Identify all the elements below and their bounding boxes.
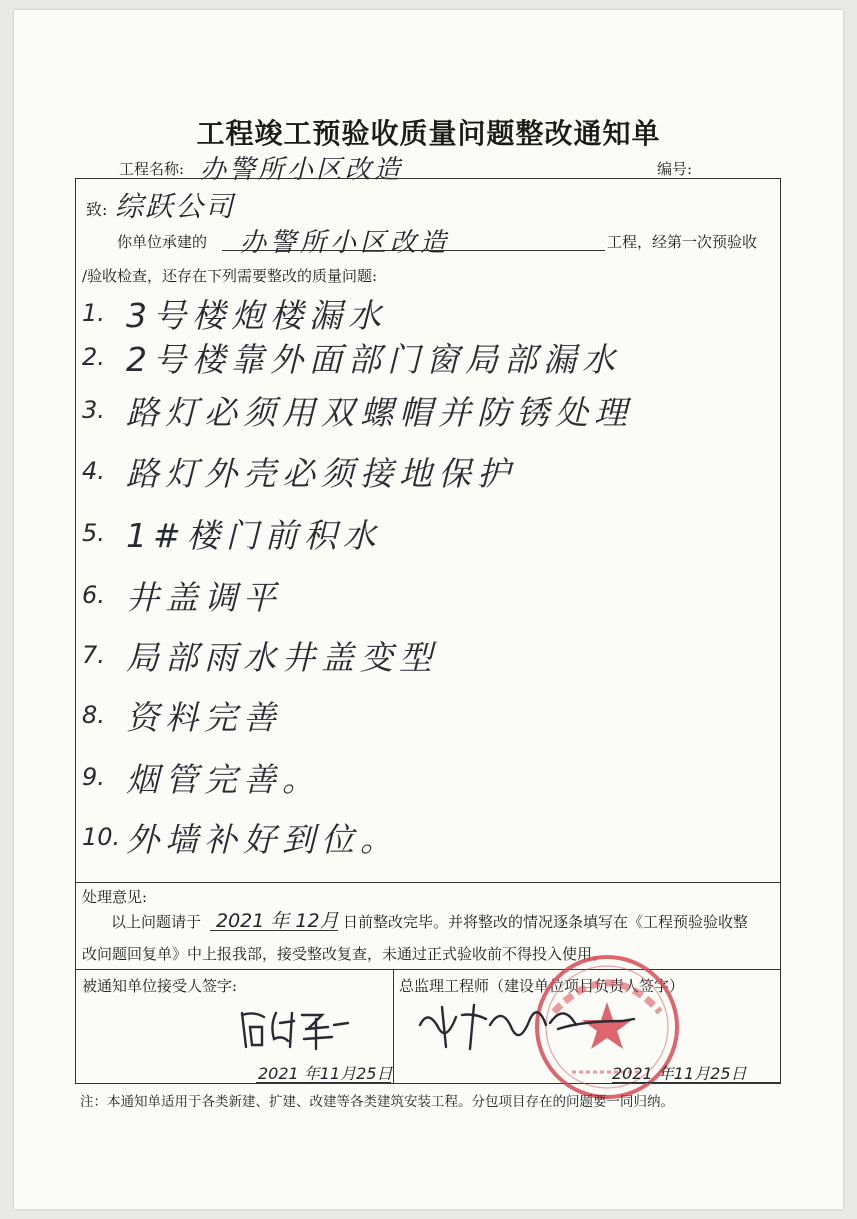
supervisor-date: 2021 年11月25日 [612,1064,747,1083]
issue-text: 1#楼门前积水 [126,515,382,555]
deadline-underline [210,930,338,931]
undertaken-value: 办警所小区改造 [240,228,451,258]
supervisor-label: 总监理工程师（建设单位项目负责人签字） [399,977,685,995]
receiver-signature [236,1005,356,1053]
issue-text: 外墙补好到位。 [126,819,399,859]
issue-text: 2号楼靠外面部门窗局部漏水 [126,339,621,379]
to-label: 致: [86,200,108,219]
receiver-label: 被通知单位接受人签字: [82,977,238,995]
to-value: 综跃公司 [115,190,236,223]
receiver-date: 2021 年11月25日 [258,1064,393,1083]
opinion-divider [75,882,781,883]
undertaken-underline [222,250,605,251]
issue-item [82,690,282,740]
opinion-label: 处理意见: [82,888,148,906]
supervisor-signature [412,995,642,1055]
issue-text: 资料完善 [126,697,282,737]
issue-number: 6. [82,581,105,609]
issue-text: 井盖调平 [126,577,282,617]
project-name-value: 办警所小区改造 [200,155,404,185]
issue-item [82,752,321,802]
opinion-deadline: 2021 年 12月 [216,910,339,932]
project-name-label: 工程名称: [119,160,185,178]
issue-number: 8. [82,701,105,729]
issue-item [82,385,633,435]
undertaken-label: 你单位承建的 [117,233,208,251]
opinion-line1-prefix: 以上问题请于 [111,913,202,931]
issue-item [82,508,382,558]
opinion-line2: 改问题回复单》中上报我部，接受整改复查，未通过正式验收前不得投入使用。 [82,945,608,963]
issue-item [82,570,282,620]
form-title: 工程竣工预验收质量问题整改通知单 [196,117,661,150]
opinion-line1-suffix: 日前整改完毕。并将整改的情况逐条填写在《工程预验验收整 [343,913,749,931]
issue-number: 5. [82,519,105,547]
issue-item [82,332,621,382]
inspection-text: /验收检查，还存在下列需要整改的质量问题: [82,267,378,285]
issue-number: 2. [82,343,105,371]
issue-text: 3号楼炮楼漏水 [126,295,387,335]
issue-text: 烟管完善。 [126,759,321,799]
undertaken-suffix: 工程，经第一次预验收 [607,233,758,251]
issue-text: 局部雨水井盖变型 [126,637,438,677]
receiver-date-underline [256,1082,391,1083]
issue-item [82,446,516,496]
issue-text: 路灯外壳必须接地保护 [126,453,516,493]
footnote: 注：本通知单适用于各类新建、扩建、改建等各类建筑安装工程。分包项目存在的问题要一同归纳。 [80,1094,674,1110]
serial-label: 编号: [657,160,693,178]
issue-text: 路灯必须用双螺帽并防锈处理 [126,392,633,432]
issue-number: 4. [82,457,105,485]
issue-item [82,288,387,338]
issue-number: 3. [82,396,105,424]
issue-number: 1. [82,299,105,327]
supervisor-date-underline [612,1082,780,1083]
issue-item [82,630,438,680]
issue-item [82,812,399,862]
issue-number: 9. [82,763,105,791]
issue-number: 7. [82,641,105,669]
issue-number: 10. [82,823,121,851]
signature-column-divider [393,969,394,1084]
